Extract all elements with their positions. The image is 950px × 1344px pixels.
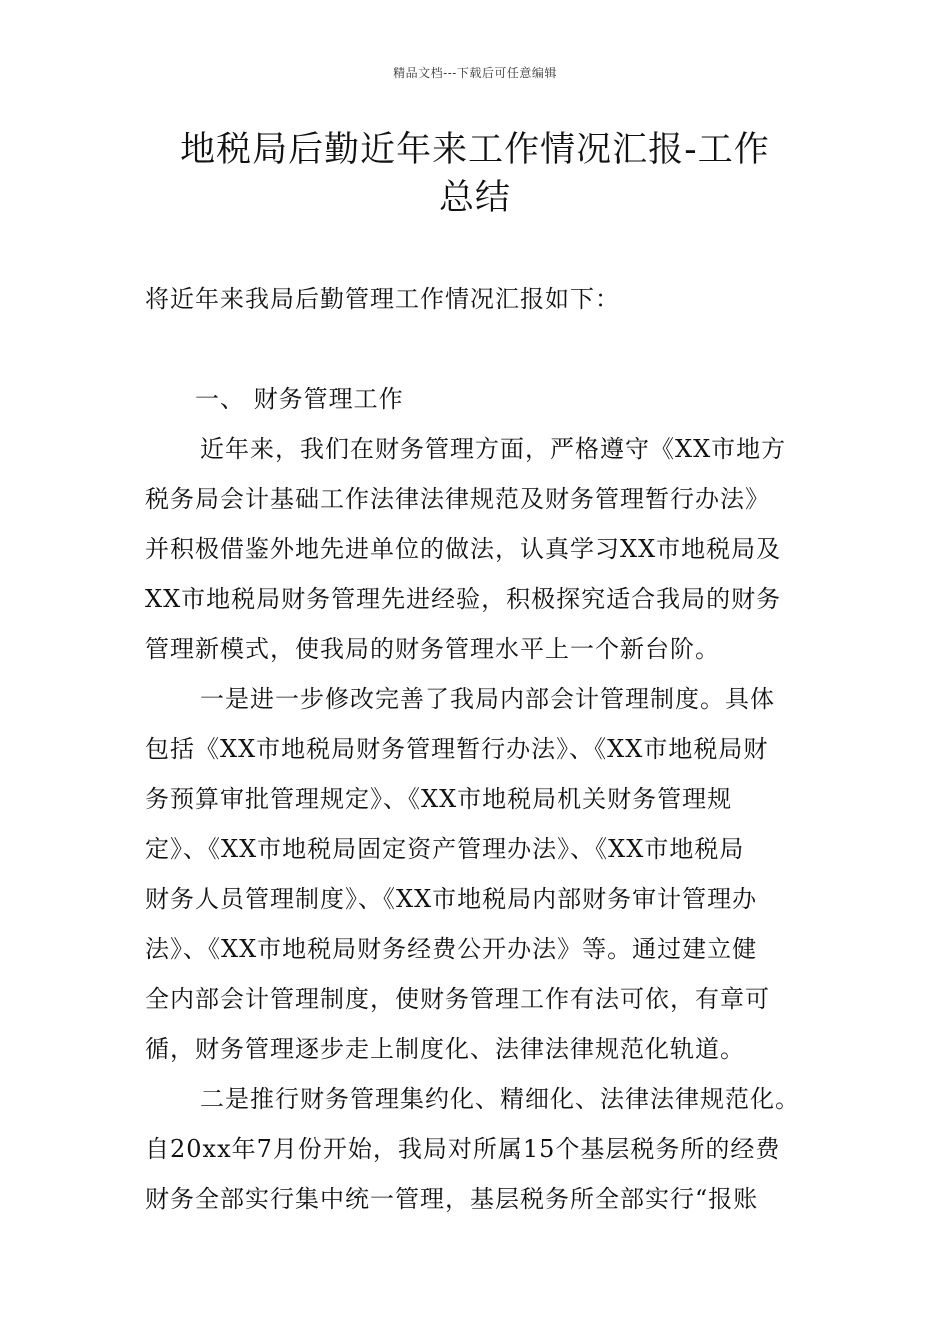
paragraph-line: 法》、《XX市地税局财务经费公开办法》等。通过建立健 (145, 935, 758, 963)
paragraph-line: 自20xx年7月份开始，我局对所属15个基层税务所的经费 (145, 1135, 781, 1163)
paragraph-line: 包括《XX市地税局财务管理暂行办法》、《XX市地税局财 (145, 735, 769, 763)
paragraph-line: 循，财务管理逐步走上制度化、法律法律规范化轨道。 (145, 1035, 745, 1063)
paragraph-line: 税务局会计基础工作法律法律规范及财务管理暂行办法》 (145, 485, 770, 513)
paragraph-line: 一是进一步修改完善了我局内部会计管理制度。具体 (200, 685, 775, 713)
paragraph-line: 管理新模式，使我局的财务管理水平上一个新台阶。 (145, 635, 720, 663)
paragraph-line: XX市地税局财务管理先进经验，积极探究适合我局的财务 (145, 585, 782, 613)
title-line: 总结 (438, 178, 511, 218)
paragraph-line: 务预算审批管理规定》、《XX市地税局机关财务管理规 (145, 785, 733, 813)
paragraph-line: 全内部会计管理制度，使财务管理工作有法可依，有章可 (145, 985, 770, 1013)
paragraph-line: 财务人员管理制度》、《XX市地税局内部财务审计管理办 (145, 885, 758, 913)
intro-text: 将近年来我局后勤管理工作情况汇报如下： (145, 285, 620, 313)
document-title (100, 126, 850, 222)
title-line: 地税局后勤近年来工作情况汇报-工作 (180, 130, 770, 170)
paragraph-line: 定》、《XX市地税局固定资产管理办法》、《XX市地税局 (145, 835, 745, 863)
paragraph-line: 二是推行财务管理集约化、精细化、法律法律规范化。 (200, 1085, 800, 1113)
paragraph-line: 并积极借鉴外地先进单位的做法，认真学习XX市地税局及 (145, 535, 782, 563)
paragraph-line: 财务全部实行集中统一管理，基层税务所全部实行“报账 (145, 1185, 759, 1213)
section-heading: 一、 财务管理工作 (195, 385, 404, 413)
header-note: 精品文档---下载后可任意编辑 (393, 66, 557, 80)
paragraph-line: 近年来，我们在财务管理方面，严格遵守《XX市地方 (200, 435, 787, 463)
